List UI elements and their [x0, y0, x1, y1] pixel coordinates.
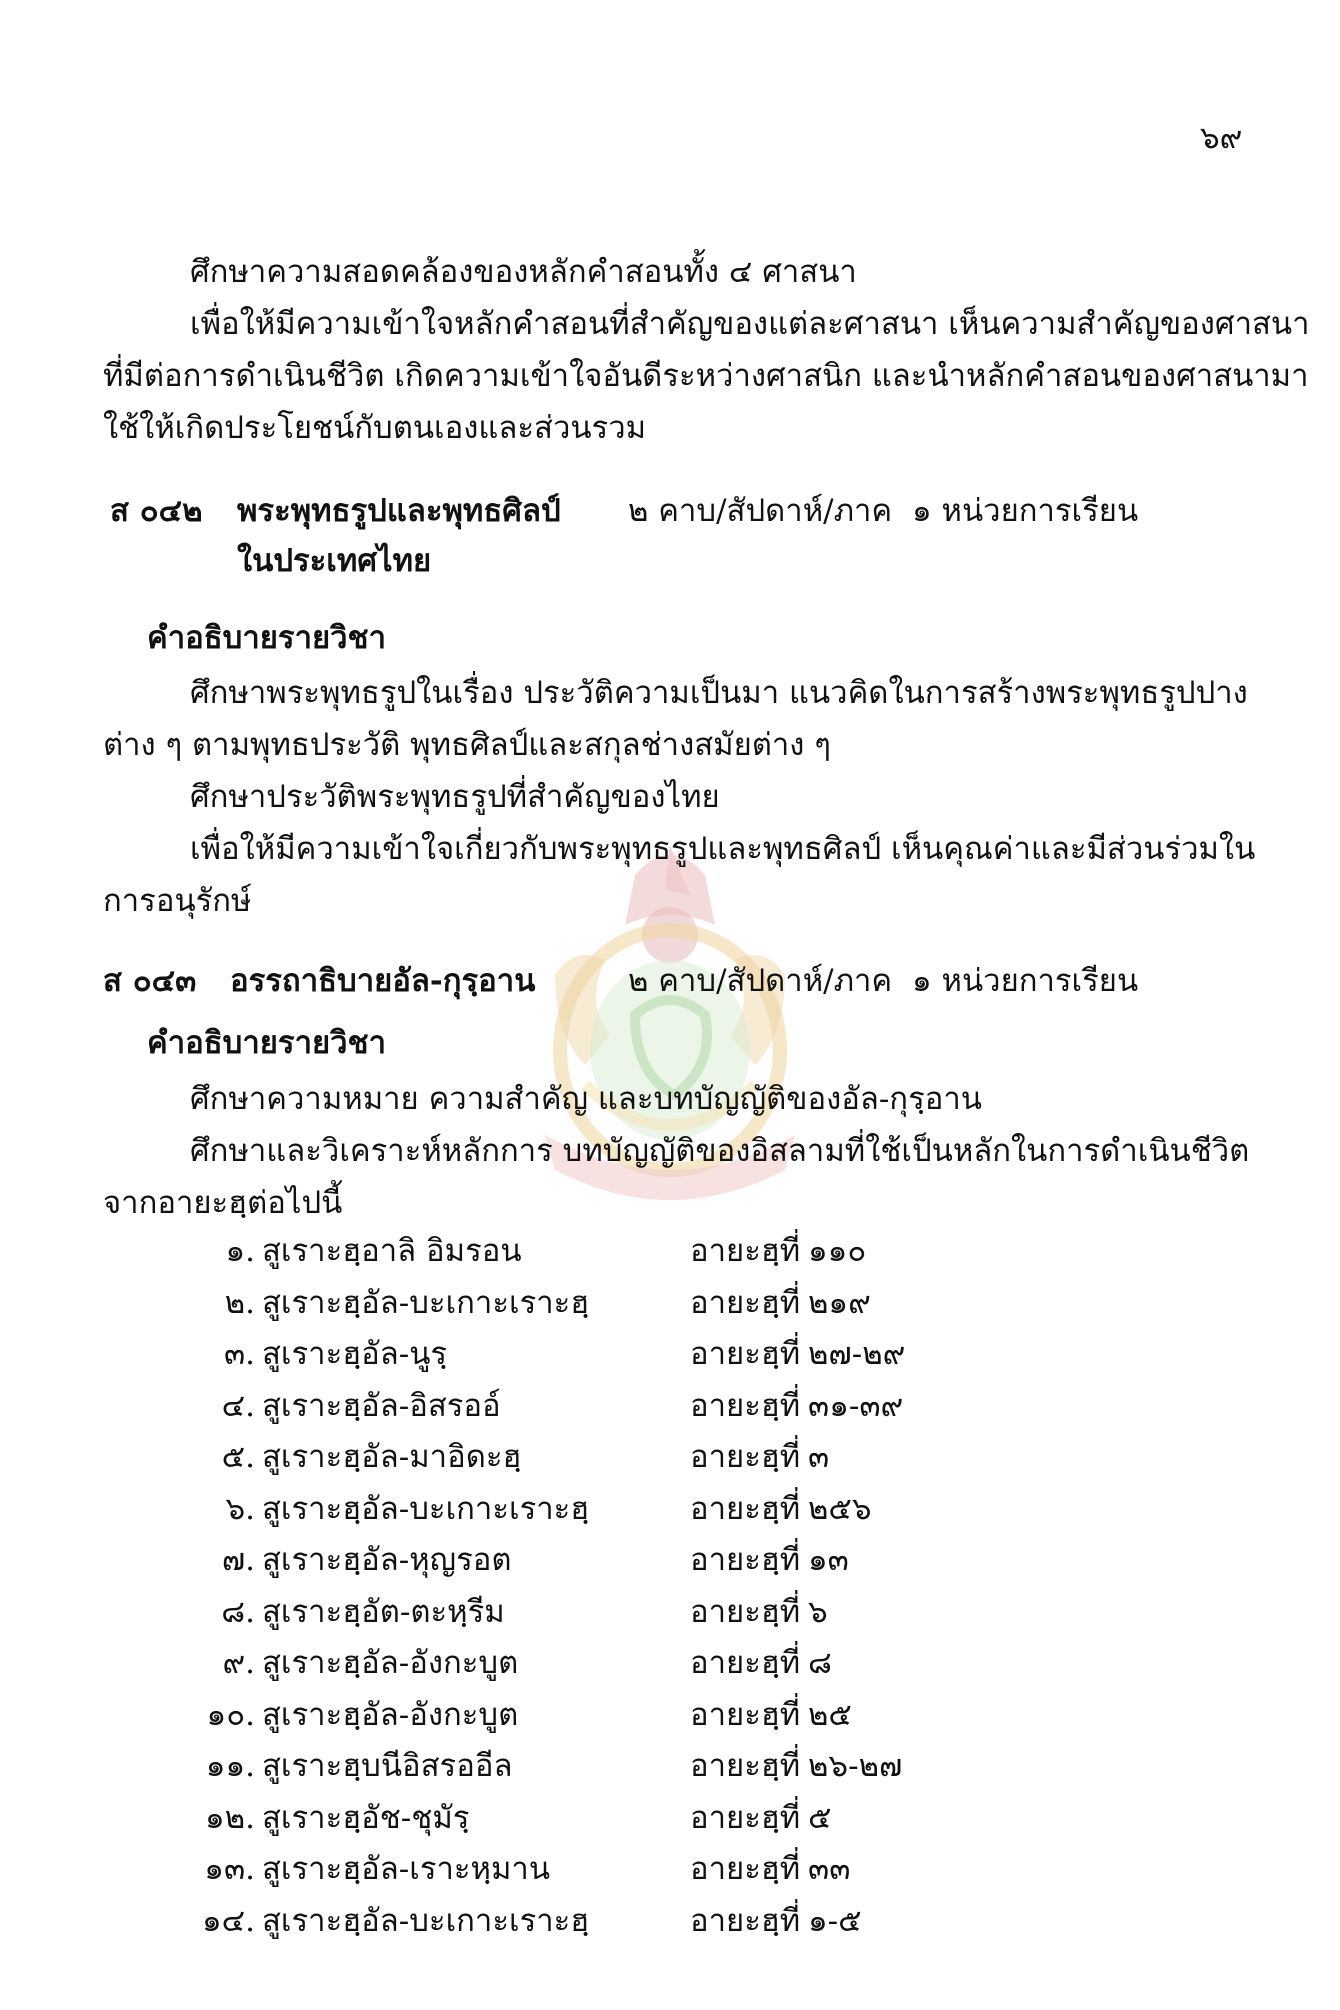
intro-line-4: ใช้ให้เกิดประโยชน์กับตนเองและส่วนรวม: [103, 410, 647, 446]
list-item-number: ๙.: [222, 1645, 255, 1681]
description-heading: คำอธิบายรายวิชา: [147, 1025, 387, 1061]
ayah-number: ๒๖-๒๗: [808, 1748, 903, 1784]
ayah-label: อายะฮฺที่: [690, 1542, 801, 1578]
list-item: [0, 1740, 1340, 1788]
list-item: [0, 1586, 1340, 1634]
surah-name: สูเราะฮฺบนีอิสรออีล: [262, 1748, 513, 1784]
list-item: [0, 1225, 1340, 1273]
list-item: [0, 1895, 1340, 1943]
list-item-number: ๑๑.: [205, 1748, 255, 1784]
list-item: [0, 1792, 1340, 1840]
list-item: [0, 1380, 1340, 1428]
ayah-number: ๒๕๖: [808, 1490, 872, 1527]
ayah-label: อายะฮฺที่: [690, 1233, 801, 1269]
list-item-number: ๓.: [223, 1336, 255, 1372]
list-item-number: ๔.: [221, 1387, 255, 1424]
ayah-label: อายะฮฺที่: [690, 1284, 801, 1321]
surah-name: สูเราะฮฺอัต-ตะหฺรีม: [262, 1593, 505, 1630]
list-item-number: ๑๒.: [205, 1799, 255, 1836]
course-title-cont: ในประเทศไทย: [237, 543, 432, 579]
ayah-number: ๘: [808, 1645, 832, 1681]
surah-name: สูเราะฮฺอัล-เราะหฺมาน: [262, 1851, 551, 1887]
surah-name: สูเราะฮฺอัล-มาอิดะฮฺ: [262, 1439, 522, 1475]
course-code: ส ๐๔๓: [103, 963, 197, 999]
list-item: [0, 1277, 1340, 1325]
intro-line-3: ที่มีต่อการดำเนินชีวิต เกิดความเข้าใจอันดีระหว่างศาสนิก และนำหลักคำสอนของศาสนามา: [103, 358, 1309, 394]
description-line: จากอายะฮฺต่อไปนี้: [103, 1185, 343, 1221]
ayah-label: อายะฮฺที่: [690, 1799, 801, 1836]
ayah-number: ๑๓: [808, 1542, 849, 1578]
surah-name: สูเราะฮฺอัล-บะเกาะเราะฮฺ: [262, 1490, 590, 1527]
description-line: ศึกษาประวัติพระพุทธรูปที่สำคัญของไทย: [190, 779, 720, 815]
description-line: ศึกษาและวิเคราะห์หลักการ บทบัญญัติของอิสลามที่ใช้เป็นหลักในการดำเนินชีวิต: [190, 1133, 1250, 1169]
ayah-label: อายะฮฺที่: [690, 1387, 801, 1424]
ayah-label: อายะฮฺที่: [690, 1593, 801, 1630]
description-line: ศึกษาพระพุทธรูปในเรื่อง ประวัติความเป็นมา แนวคิดในการสร้างพระพุทธรูปปาง: [190, 675, 1248, 711]
ayah-number: ๒๗-๒๙: [808, 1336, 906, 1372]
ayah-label: อายะฮฺที่: [690, 1902, 801, 1939]
ayah-number: ๑๑๐: [808, 1233, 867, 1269]
ayah-number: ๒๑๙: [808, 1284, 871, 1321]
surah-name: สูเราะฮฺอาลิ อิมรอน: [262, 1233, 522, 1269]
ayah-label: อายะฮฺที่: [690, 1645, 801, 1681]
surah-name: สูเราะฮฺอัล-อิสรออ์: [262, 1387, 501, 1424]
course-title: อรรถาธิบายอัล-กุรฺอาน: [230, 963, 536, 999]
ayah-number: ๑-๕: [808, 1902, 862, 1939]
ayah-label: อายะฮฺที่: [690, 1490, 801, 1527]
surah-name: สูเราะฮฺอัล-อังกะบูต: [262, 1696, 519, 1733]
ayah-label: อายะฮฺที่: [690, 1336, 801, 1372]
list-item-number: ๒.: [224, 1284, 255, 1321]
ayah-label: อายะฮฺที่: [690, 1748, 801, 1784]
list-item: [0, 1689, 1340, 1737]
list-item-number: ๑๔.: [202, 1902, 255, 1939]
surah-name: สูเราะฮฺอัล-บะเกาะเราะฮฺ: [262, 1284, 590, 1321]
ayah-number: ๕: [808, 1799, 832, 1836]
surah-name: สูเราะฮฺอัล-หุญรอต: [262, 1542, 512, 1578]
ayah-number: ๒๕: [808, 1696, 852, 1733]
surah-name: สูเราะฮฺอัล-อังกะบูต: [262, 1645, 519, 1681]
list-item: [0, 1431, 1340, 1479]
course-hours: ๒ คาบ/สัปดาห์/ภาค: [628, 493, 893, 529]
list-item: [0, 1328, 1340, 1376]
course-title: พระพุทธรูปและพุทธศิลป์: [237, 493, 561, 529]
course-code: ส ๐๔๒: [110, 493, 203, 529]
list-item: [0, 1843, 1340, 1891]
surah-name: สูเราะฮฺอัล-บะเกาะเราะฮฺ: [262, 1902, 590, 1939]
list-item-number: ๘.: [221, 1593, 255, 1630]
ayah-label: อายะฮฺที่: [690, 1851, 801, 1887]
surah-name: สูเราะฮฺอัช-ชุมัรฺ: [262, 1799, 470, 1836]
ayah-label: อายะฮฺที่: [690, 1439, 801, 1475]
course-hours: ๒ คาบ/สัปดาห์/ภาค: [628, 963, 893, 999]
list-item-number: ๗.: [221, 1542, 255, 1578]
intro-line-1: ศึกษาความสอดคล้องของหลักคำสอนทั้ง ๔ ศาสนา: [190, 254, 857, 290]
description-heading: คำอธิบายรายวิชา: [147, 620, 387, 656]
course-credit: ๑ หน่วยการเรียน: [912, 493, 1139, 529]
list-item-number: ๖.: [225, 1490, 255, 1527]
page-number: ๖๙: [1200, 120, 1243, 156]
ayah-number: ๖: [808, 1593, 828, 1630]
list-item-number: ๑.: [225, 1233, 255, 1269]
description-line: การอนุรักษ์: [103, 883, 252, 919]
intro-line-2: เพื่อให้มีความเข้าใจหลักคำสอนที่สำคัญของแต่ละศาสนา เห็นความสำคัญของศาสนา: [190, 306, 1310, 342]
description-line: ศึกษาความหมาย ความสำคัญ และบทบัญญัติของอัล-กุรฺอาน: [190, 1081, 982, 1117]
description-line: เพื่อให้มีความเข้าใจเกี่ยวกับพระพุทธรูปและพุทธศิลป์ เห็นคุณค่าและมีส่วนร่วมใน: [190, 831, 1256, 867]
list-item-number: ๑๐.: [206, 1696, 255, 1733]
course-credit: ๑ หน่วยการเรียน: [912, 963, 1139, 999]
list-item: [0, 1483, 1340, 1531]
ayah-label: อายะฮฺที่: [690, 1696, 801, 1733]
surah-name: สูเราะฮฺอัล-นูรฺ: [262, 1336, 448, 1372]
list-item: [0, 1534, 1340, 1582]
ayah-number: ๓๑-๓๙: [808, 1387, 904, 1424]
description-line: ต่าง ๆ ตามพุทธประวัติ พุทธศิลป์และสกุลช่างสมัยต่าง ๆ: [103, 727, 831, 763]
ayah-number: ๓๓: [808, 1851, 851, 1887]
list-item: [0, 1637, 1340, 1685]
list-item-number: ๕.: [221, 1439, 255, 1475]
ayah-number: ๓: [808, 1439, 830, 1475]
list-item-number: ๑๓.: [204, 1851, 255, 1887]
